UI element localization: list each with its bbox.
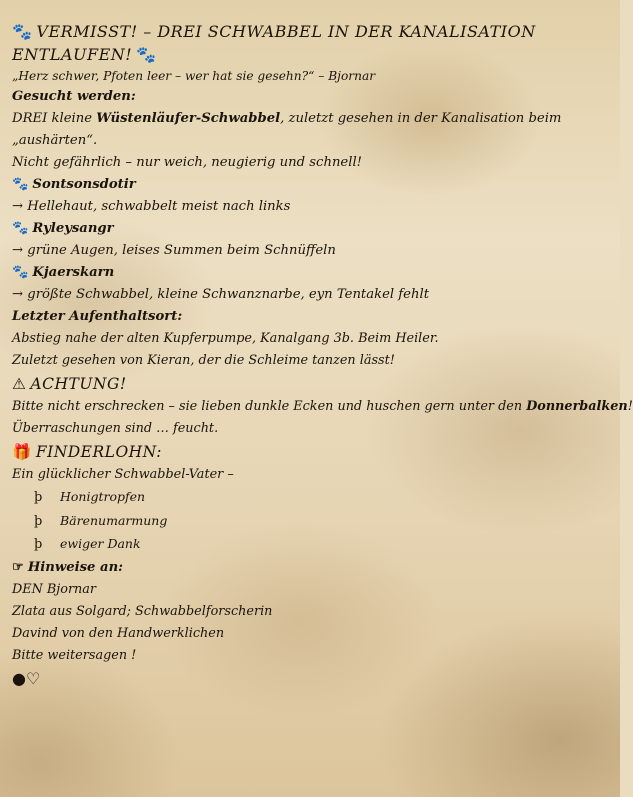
creature-desc-text: größte Schwabbel, kleine Schwanznarbe, eyn Tentakel fehlt	[27, 287, 429, 302]
creature-list	[12, 174, 606, 306]
creature-name	[12, 262, 606, 284]
warning-icon: ⚠	[12, 375, 27, 393]
creature-desc-text: grüne Augen, leises Summen beim Schnüffeln	[27, 243, 336, 258]
title-text: VERMISST! – DREI SCHWABBEL IN DER KANALISATION ENTLAUFEN!	[12, 22, 536, 64]
contact-person: DEN Bjornar	[12, 581, 97, 597]
warning-text-after: !	[627, 399, 633, 414]
warning-text	[12, 396, 633, 418]
creature-desc	[12, 196, 606, 218]
contacts-heading	[12, 557, 606, 579]
wanted-text	[12, 108, 606, 152]
arrow-icon: →	[12, 287, 24, 302]
warning-text-bold: Donnerbalken	[526, 399, 628, 414]
creature-desc	[12, 284, 606, 306]
bullet-icon: þ	[34, 490, 43, 505]
reward-heading	[12, 440, 606, 464]
bullet-icon: þ	[34, 513, 43, 529]
quote: „Herz schwer, Pfoten leer – wer hat sie gesehn?“ – Bjornar	[12, 69, 376, 83]
reward-item-text: Honigtropfen	[60, 489, 146, 504]
creature-name-text: Ryleysangr	[32, 221, 114, 236]
creature-name	[12, 174, 606, 196]
hearts	[12, 669, 606, 689]
creature-name	[12, 218, 606, 240]
list-item	[12, 486, 606, 510]
location-heading: Letzter Aufenthaltsort:	[12, 309, 183, 324]
paw-icon: 🐾	[136, 45, 157, 64]
creature-desc-text: Hellehaut, schwabbelt meist nach links	[27, 199, 291, 214]
creature-desc	[12, 240, 606, 262]
paw-icon: 🐾	[12, 177, 29, 192]
warning-line2: Überraschungen sind … feucht.	[12, 421, 219, 436]
bullet-icon: þ	[34, 537, 43, 552]
contact-person: Davind von den Handwerklichen	[12, 625, 225, 641]
paw-icon: 🐾	[12, 221, 29, 236]
reward-intro: Ein glücklicher Schwabbel-Vater –	[12, 467, 234, 482]
wanted-text-after: , zuletzt gesehen in der Kanalisation beim „aushärten“.	[12, 111, 562, 148]
paw-icon: 🐾	[12, 22, 33, 41]
reward-heading-text: FINDERLOHN:	[35, 443, 162, 461]
location-line: Zuletzt gesehen von Kieran, der die Schleime tanzen lässt!	[12, 353, 395, 368]
poster-title	[12, 20, 606, 66]
creature-name-text: Kjaerskarn	[32, 265, 115, 280]
arrow-icon: →	[12, 243, 24, 258]
gift-icon: 🎁	[12, 443, 32, 461]
location-line: Abstieg nahe der alten Kupferpumpe, Kanalgang 3b. Beim Heiler.	[12, 331, 439, 346]
contacts-heading-text: Hinweise an:	[27, 559, 124, 575]
reward-item-text: Bärenumarmung	[60, 512, 168, 528]
arrow-icon: →	[12, 199, 24, 214]
paw-icon: 🐾	[12, 265, 29, 280]
warning-heading	[12, 372, 606, 396]
closing-text: Bitte weitersagen !	[12, 647, 137, 663]
warning-text-before: Bitte nicht erschrecken – sie lieben dunkle Ecken und huschen gern unter den	[12, 399, 527, 414]
list-item	[12, 510, 606, 534]
wanted-text-bold: Wüstenläufer-Schwabbel	[96, 111, 281, 126]
reward-item-text: ewiger Dank	[60, 536, 141, 551]
wanted-text-before: DREI kleine	[12, 111, 97, 126]
heart-icon: ●♡	[12, 668, 41, 688]
creature-name-text: Sontsonsdotir	[32, 177, 136, 192]
list-item	[12, 533, 606, 557]
warning-heading-text: ACHTUNG!	[30, 375, 127, 393]
pointing-icon: ☞	[12, 559, 24, 575]
contact-person: Zlata aus Solgard; Schwabbelforscherin	[12, 603, 273, 619]
wanted-note: Nicht gefährlich – nur weich, neugierig und schnell!	[12, 155, 362, 170]
reward-list	[12, 486, 606, 557]
wanted-heading: Gesucht werden:	[12, 89, 136, 104]
